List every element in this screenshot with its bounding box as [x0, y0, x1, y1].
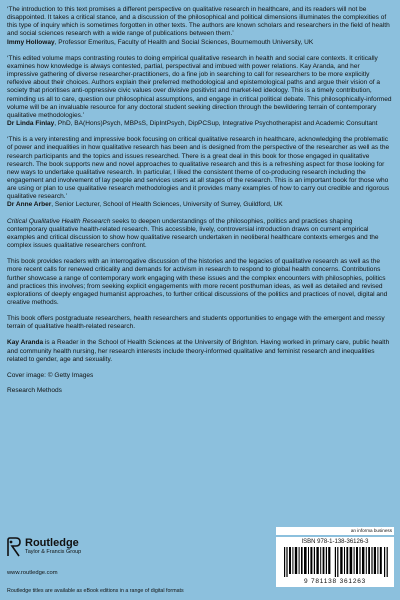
- publisher-footer: [0, 527, 400, 600]
- author-name: Kay Aranda: [7, 339, 44, 347]
- publisher-name: Routledge: [25, 537, 79, 549]
- barcode-block: [276, 537, 394, 587]
- informa-imprint: an informa business: [276, 527, 394, 535]
- review-quote: ‘This is a very interesting and impressive book focusing on critical qualitative research in healthcare, acknowledging the problematic of power and inequalities in how qualitative research has been and is designed from the perspective of the researcher as well as the research participants and the topics and issues researched. There is a great deal in this book for those engaged in qualitative research. The book supports new and novel approaches to qualitative research and this is a refreshing aspect for those looking for new ways to undertake qualitative research. In particular, I liked the consistent theme of co-producing research including the engagement and involvement of lay people and services users at all stages of the research. This is an important book for those who are using or plan to use qualitative research methodologies and it provides many examples of how to carry out credible and rigorous qualitative research.’: [7, 136, 390, 201]
- ean-number: 9 781138 361263: [303, 578, 367, 585]
- review-byline: [7, 201, 392, 209]
- author-bio: Kay Aranda is a Reader in the School of Health Sciences at the University of Brighton. Having worked in primary care, public health and community health nursing, her research interests include theory-informed qualitative and feminist research and inequalities related to gender, age and sexuality.: [7, 339, 390, 363]
- description-paragraph-2: This book provides readers with an interrogative discussion of the histories and the legacies of qualitative research as well as the more recent calls for renewed criticality and demands for activism in research to respond to global health concerns. Contributions further showcase a range of contemporary work engaging with these issues and the complex encounters with philosophies, politics and practices this involves; from seeking explicit engagements with more recent posthuman ideas, as well as detailed and revised explorations of deeply engaged humanist approaches, to further critical discussions of the politics and practices of novel, digital and creative methods.: [7, 258, 388, 306]
- barcode-icon: [284, 547, 388, 577]
- review-1: [7, 6, 392, 47]
- reviewer-affiliation: , Professor Emeritus, Faculty of Health and Social Sciences, Bournemouth University, UK: [54, 38, 314, 46]
- description-paragraph-1: Critical Qualitative Health Research seeks to deepen understandings of the philosophies, politics and practices shaping contemporary qualitative health-related research. This accessible, lively, controversial introduction draws on current empirical examples and critical discussion to show how qualitative research undertaken in neoliberal healthcare contexts emerges and the complex issues qualitative researchers confront.: [7, 217, 379, 250]
- publisher-group: Taylor & Francis Group: [25, 549, 82, 555]
- review-byline: [7, 120, 392, 128]
- reviewer-name: Dr Linda Finlay: [7, 120, 55, 128]
- review-3: [7, 136, 392, 209]
- publisher-website: www.routledge.com: [7, 570, 58, 576]
- ebook-note: Routledge titles are available as eBook editions in a range of digital formats: [7, 588, 184, 594]
- reviewer-affiliation: , Senior Lecturer, School of Health Sciences, University of Surrey, Guildford, UK: [51, 201, 283, 209]
- review-2: [7, 55, 392, 128]
- review-quote: ‘The introduction to this text promises a different perspective on qualitative research in healthcare, and its readers will not be disappointed. It takes a critical stance, and a discussion of the philosophical and political dimensions illuminates the complexities of this type of inquiry which is sometimes forgotten in other texts. The authors are known scholars and researchers in the field of health and social sciences research with a wide range of publications between them.’: [7, 6, 390, 38]
- cover-credit: Cover image: © Getty Images: [7, 371, 94, 379]
- review-byline: [7, 39, 392, 47]
- reviewer-affiliation: , PhD, BA(Hons)Psych, MBPsS, DipIntPsych, DipPCSup, Integrative Psychotherapist and Academic Consultant: [54, 120, 378, 128]
- reviewer-name: Immy Holloway: [7, 38, 55, 46]
- publisher-logo: [6, 535, 126, 575]
- isbn-label: ISBN 978-1-138-36126-3: [301, 539, 369, 545]
- subject-category: Research Methods: [7, 387, 62, 395]
- reviewer-name: Dr Anne Arber: [7, 201, 52, 209]
- routledge-logo-icon: [6, 537, 22, 557]
- book-title: Critical Qualitative Health Research: [7, 217, 111, 225]
- review-quote: ‘This edited volume maps contrasting routes to doing empirical qualitative research in health and social care contexts. It critically examines how knowledge is always contested, partial, perspectival and imbued with power relations. Kay Aranda, and her impressive gathering of diverse researcher-practitioners, do a fine job in searching to call for researchers to be more explicitly reflexive about their choices. Authors explain their preferred methodological and epistemological paths and argue their vision of a society that prioritises anti-oppressive civic values over divisive positivist and market-led ideology. This is a timely contribution, reminding us all to care, question our philosophical assumptions, and engage in critical political debate. This philosophically-informed volume will be an invaluable resource for any doctoral student seeking direction through the bewildering terrain of contemporary qualitative methodologies.’: [7, 54, 392, 119]
- description-paragraph-3: This book offers postgraduate researchers, health researchers and students opportunities to engage with the emergent and messy terrain of qualitative health-related research.: [7, 315, 385, 331]
- back-cover-text: [7, 6, 392, 402]
